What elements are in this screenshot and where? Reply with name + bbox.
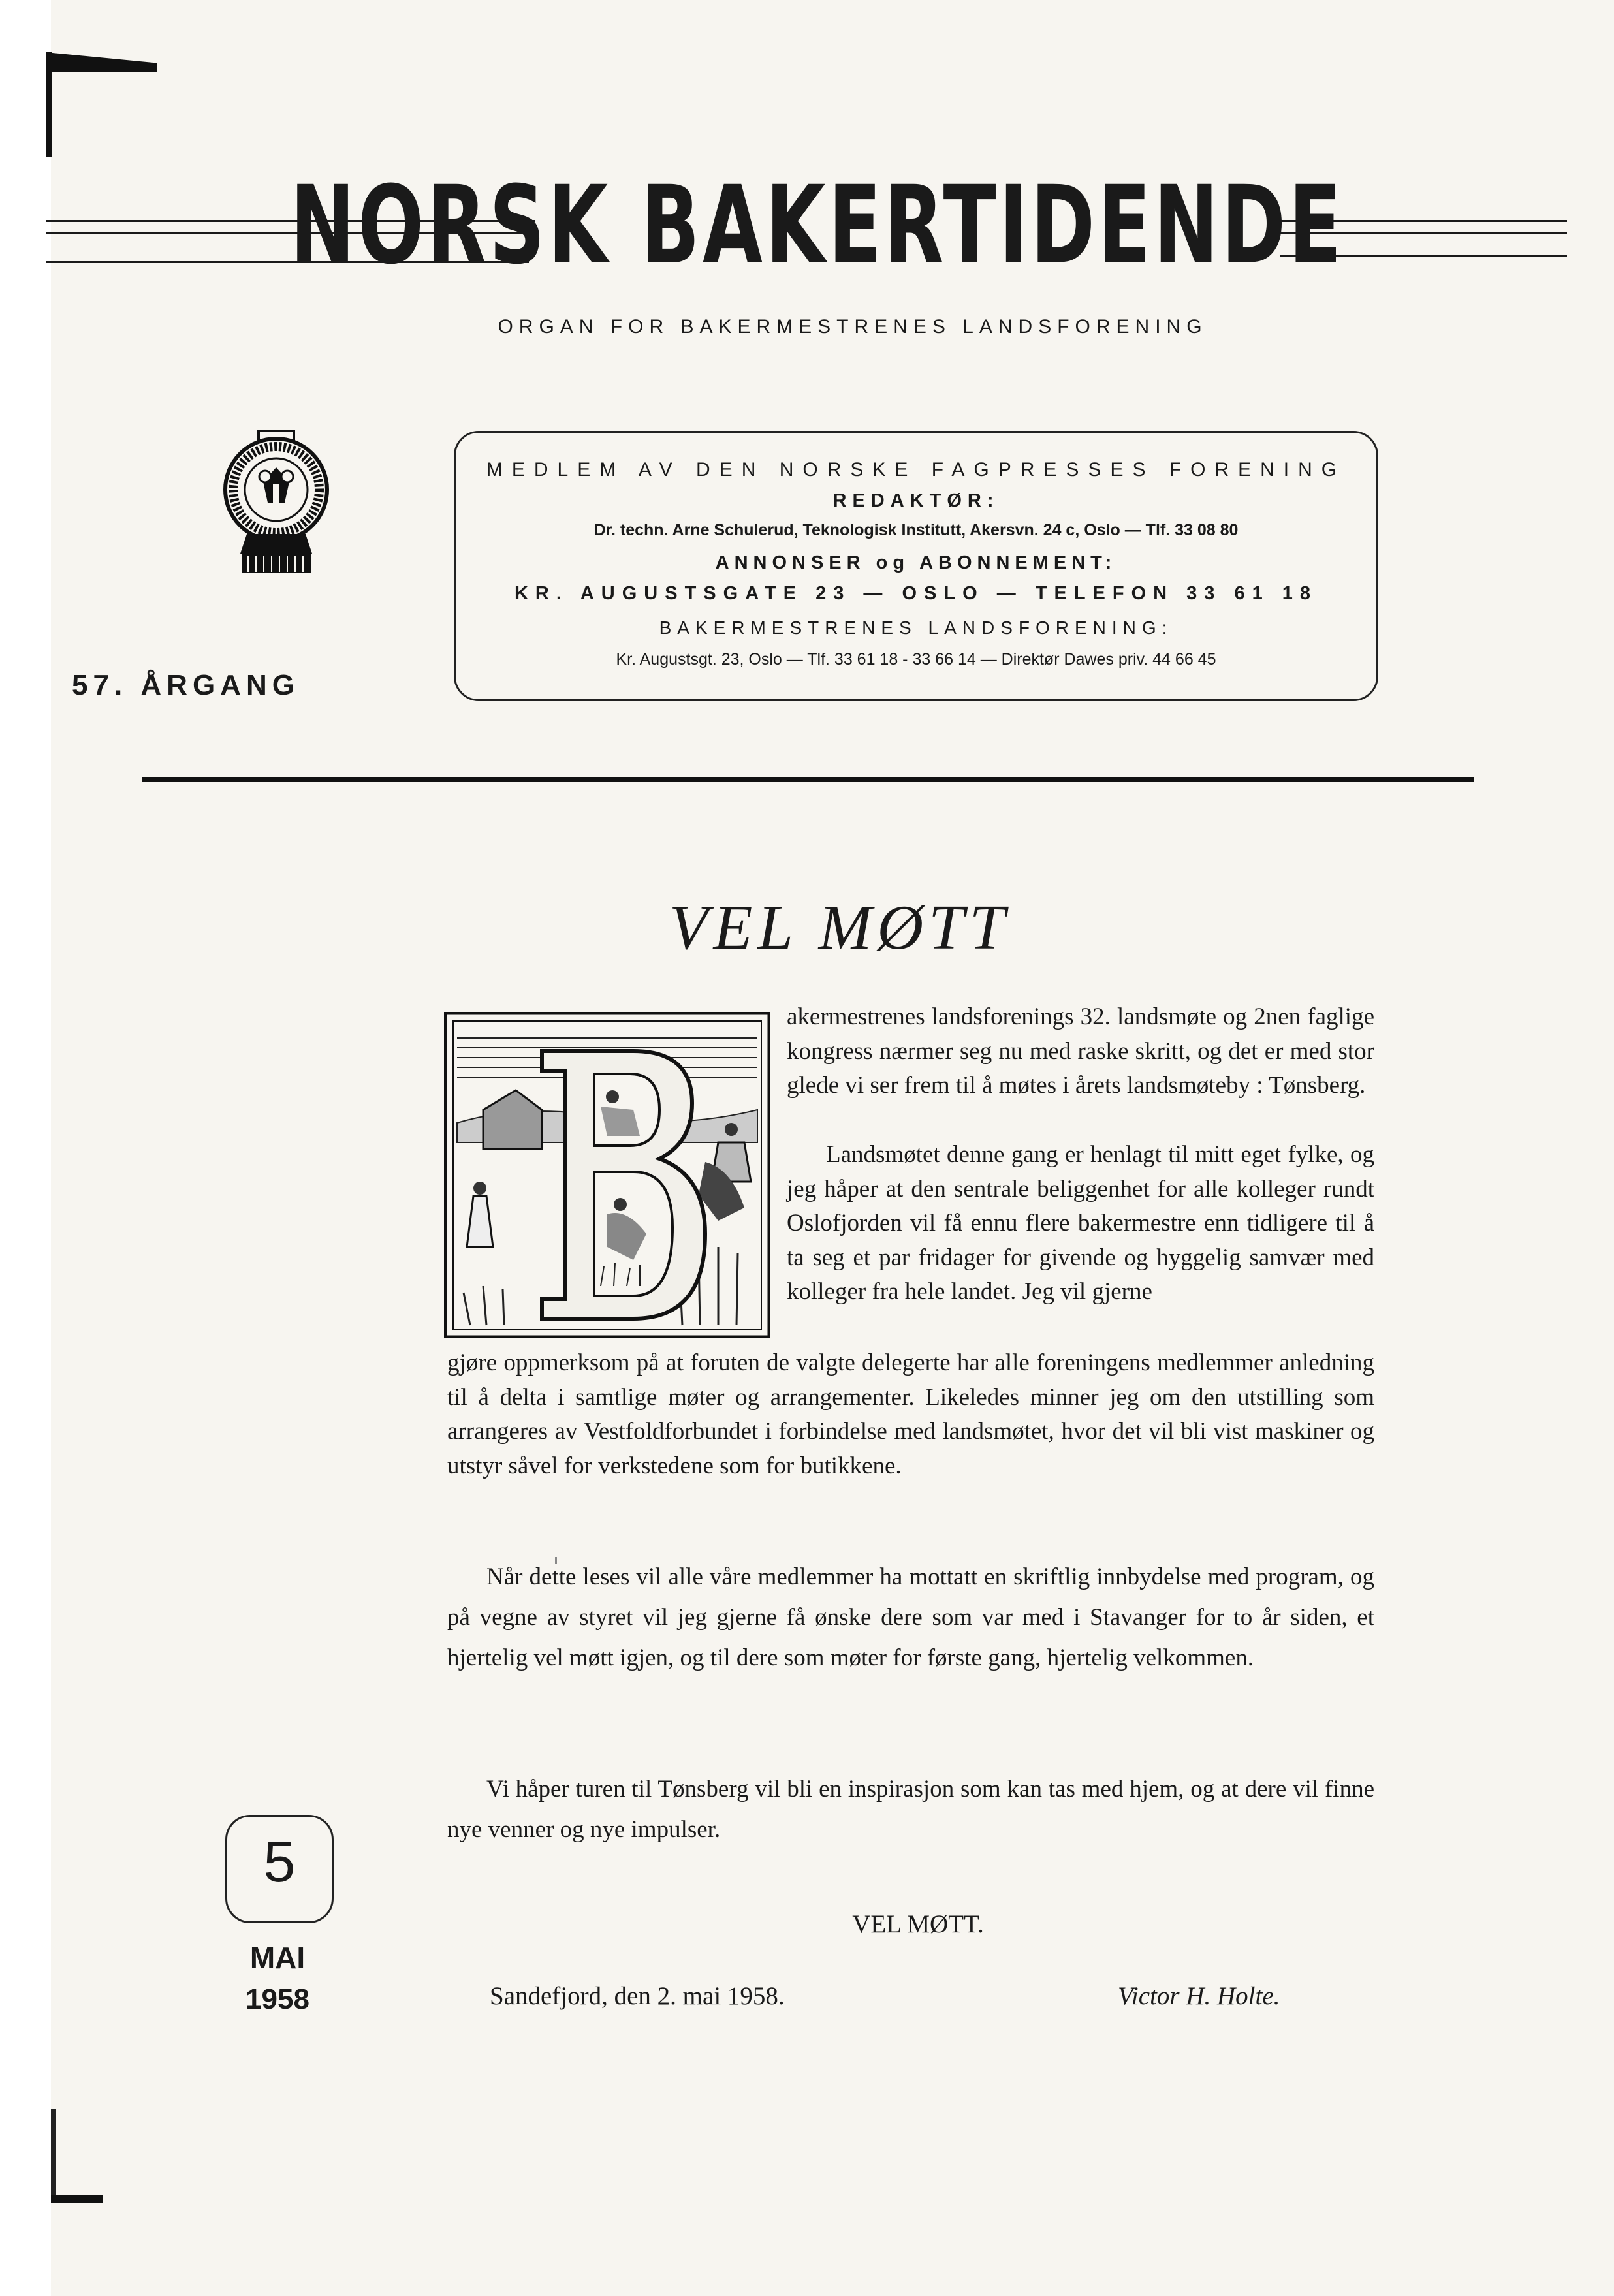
volume-number: 57. ÅRGANG xyxy=(72,669,300,701)
advertising-details: KR. AUGUSTSGATE 23 — OSLO — TELEFON 33 61 18 xyxy=(514,583,1318,604)
association-label: BAKERMESTRENES LANDSFORENING: xyxy=(659,618,1173,638)
binding-mark-top-vertical xyxy=(46,52,52,157)
issue-year: 1958 xyxy=(245,1983,309,2015)
masthead-title: NORSK BAKERTIDENDE xyxy=(290,163,1345,288)
publication-info-box xyxy=(454,431,1378,701)
header-divider xyxy=(142,777,1474,782)
binding-mark-bottom-vertical xyxy=(51,2109,56,2200)
paragraph-invitation: Når dette leses vil alle våre medlemmer ha mottatt en skriftlig innbydelse med program, og på vegne av styret vil jeg gjerne få ønske dere som var med i Stavanger for to år siden, et hjertelig vel møtt igjen, og til dere som møter for første gang, hjertelig velkommen. xyxy=(447,1564,1374,1671)
article-title: VEL MØTT xyxy=(669,892,1011,963)
place-and-date: Sandefjord, den 2. mai 1958. xyxy=(490,1982,785,2010)
issue-number: 5 xyxy=(263,1829,296,1894)
author-signature: Victor H. Holte. xyxy=(1118,1982,1280,2010)
drop-cap-illustration xyxy=(444,1012,770,1338)
association-details: Kr. Augustsgt. 23, Oslo — Tlf. 33 61 18 - 33 66 14 — Direktør Dawes priv. 44 66 45 xyxy=(616,650,1216,668)
advertising-label: ANNONSER og ABONNEMENT: xyxy=(715,552,1117,573)
paragraph-intro: akermestrenes landsforenings 32. landsmøte og 2nen faglige kongress nærmer seg nu med raske skritt, og det er med stor glede vi ser frem til å møtes i årets landsmøteby : Tønsberg. xyxy=(787,1003,1374,1099)
paragraph-intro-continued: gjøre oppmerksom på at foruten de valgte delegerte har alle foreningens medlemmer anledning til å delta i samtlige møter og arrangementer. Likeledes minner jeg om den utstilling som arrangeres av Vestfoldforbundet i forbindelse med landsmøtet, hvor det vil bli vist maskiner og utstyr såvel for verkstedene som for butikkene. xyxy=(447,1349,1374,1479)
issue-month: MAI xyxy=(249,1941,306,1975)
paragraph-closing: Vi håper turen til Tønsberg vil bli en inspirasjon som kan tas med hjem, og at dere vil finne nye venner og nye impulser. xyxy=(447,1776,1374,1843)
binding-mark-top xyxy=(46,52,157,72)
binding-mark-bottom xyxy=(51,2195,103,2203)
binding-edge xyxy=(0,0,51,2296)
masthead-subtitle: ORGAN FOR BAKERMESTRENES LANDSFORENING xyxy=(498,316,1208,338)
association-seal-icon xyxy=(208,430,345,576)
membership-line: MEDLEM AV DEN NORSKE FAGPRESSES FORENING xyxy=(486,459,1346,480)
paragraph-intro-second: Landsmøtet denne gang er henlagt til mitt eget fylke, og jeg håper at den sentrale beliggenhet for alle kolleger rundt Oslofjorden vil få ennu flere bakermestre enn tidligere til å ta seg et par fridager for givende og hyggelig samvær med kolleger fra hele landet. Jeg vil gjerne xyxy=(787,1141,1374,1305)
closing-greeting: VEL MØTT. xyxy=(852,1910,984,1938)
editor-label: REDAKTØR: xyxy=(832,490,1000,511)
editor-details: Dr. techn. Arne Schulerud, Teknologisk Institutt, Akersvn. 24 c, Oslo — Tlf. 33 08 80 xyxy=(593,521,1239,539)
issue-number-badge xyxy=(225,1815,334,1923)
